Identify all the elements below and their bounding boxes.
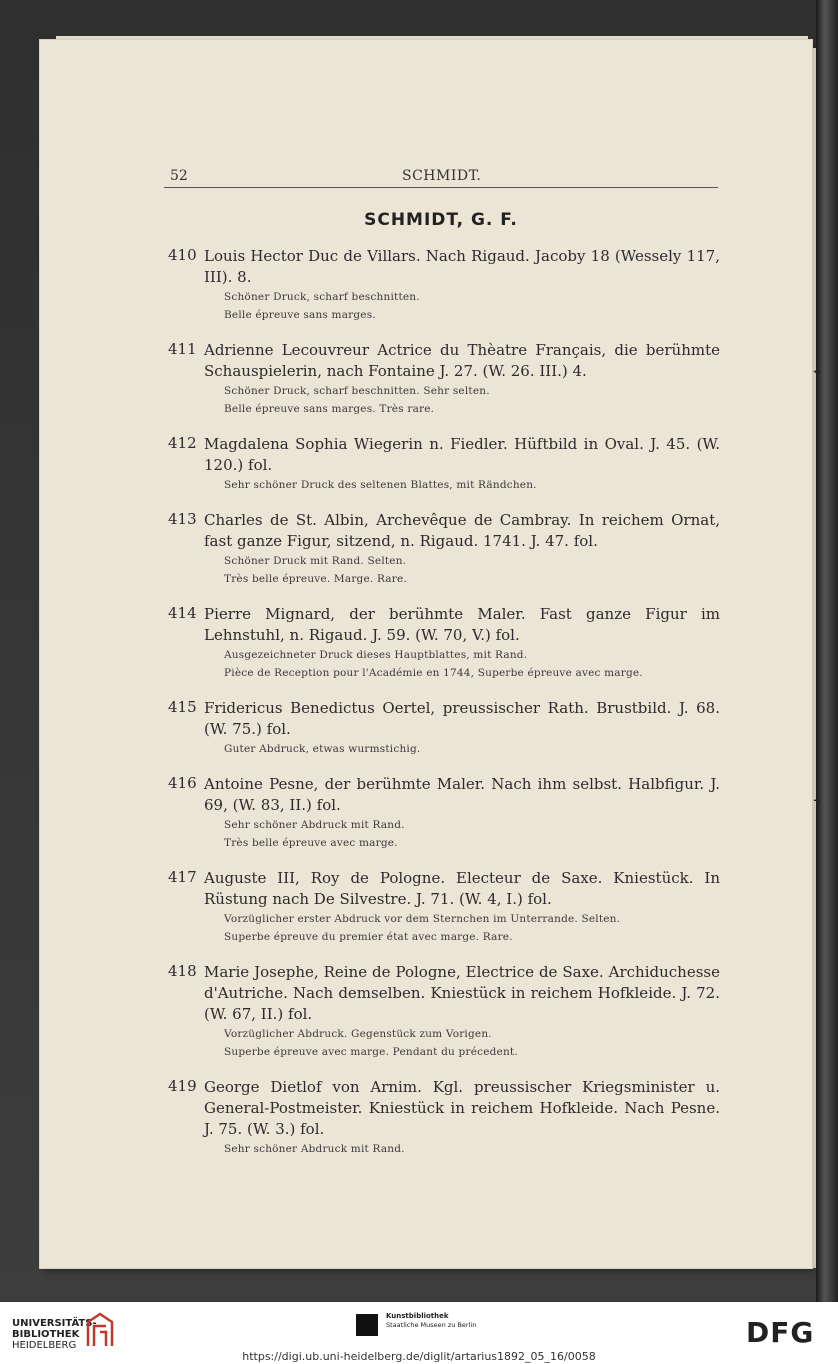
entry-number: 414 [168, 604, 197, 622]
ub-seal-icon [84, 1310, 116, 1352]
catalog-entry [168, 1077, 720, 1158]
catalog-entry [168, 246, 720, 324]
entry-number: 417 [168, 868, 197, 886]
entry-text: Auguste III, Roy de Pologne. Electeur de Saxe. Kniestück. In Rüstung nach De Silvestre. J. 71. (W. 4, I.) fol. [204, 869, 720, 908]
entry-note: Pièce de Reception pour l'Académie en 1744, Superbe épreuve avec marge. [224, 667, 643, 679]
entry-number: 415 [168, 698, 197, 716]
binding-mark: ✦ [811, 365, 823, 379]
catalog-entry [168, 698, 720, 758]
entry-note: Superbe épreuve avec marge. Pendant du précedent. [224, 1046, 518, 1058]
entry-text: Fridericus Benedictus Oertel, preussischer Rath. Brustbild. J. 68. (W. 75.) fol. [204, 699, 720, 738]
entry-note: Guter Abdruck, etwas wurmstichig. [224, 743, 421, 755]
kunstbibliothek-logo[interactable] [358, 1312, 476, 1330]
entry-text: Adrienne Lecouvreur Actrice du Thèatre Français, die berühmte Schauspielerin, nach Fontaine J. 27. (W. 26. III.) 4. [204, 341, 720, 380]
catalog-entry [168, 604, 720, 682]
entry-text: Louis Hector Duc de Villars. Nach Rigaud. Jacoby 18 (Wessely 117, III). 8. [204, 247, 720, 286]
entry-text: Pierre Mignard, der berühmte Maler. Fast ganze Figur im Lehnstuhl, n. Rigaud. J. 59. (W. 70, V.) fol. [204, 605, 720, 644]
entry-text: George Dietlof von Arnim. Kgl. preussischer Kriegsminister u. General-Postmeister. Kniestück in reichem Hofkleide. Nach Pesne. J. 75. (W. 3.) fol. [204, 1078, 720, 1138]
entry-number: 418 [168, 962, 197, 980]
entry-number: 413 [168, 510, 197, 528]
catalog-entry [168, 868, 720, 946]
binding-mark: ✝ [811, 795, 823, 809]
page-header [164, 164, 718, 186]
catalog-entries [168, 246, 720, 1158]
section-title: SCHMIDT, G. F. [364, 210, 518, 230]
entry-note: Sehr schöner Abdruck mit Rand. [224, 819, 405, 831]
entry-note: Superbe épreuve du premier état avec marge. Rare. [224, 931, 513, 943]
entry-text: Magdalena Sophia Wiegerin n. Fiedler. Hüftbild in Oval. J. 45. (W. 120.) fol. [204, 435, 720, 474]
entry-number: 410 [168, 246, 197, 264]
entry-number: 416 [168, 774, 197, 792]
entry-note: Sehr schöner Abdruck mit Rand. [224, 1143, 405, 1155]
catalog-entry [168, 774, 720, 852]
running-head: SCHMIDT. [402, 168, 482, 184]
entry-note: Très belle épreuve avec marge. [224, 837, 398, 849]
entry-number: 412 [168, 434, 197, 452]
entry-note: Schöner Druck mit Rand. Selten. [224, 555, 407, 567]
ub-logo-line: BIBLIOTHEK [12, 1329, 80, 1340]
header-rule [164, 187, 718, 188]
entry-text: Marie Josephe, Reine de Pologne, Electrice de Saxe. Archiduchesse d'Autriche. Nach demselben. Kniestück in reichem Hofkleide. J. 72. (W. 67, II.) fol. [204, 963, 720, 1023]
entry-text: Charles de St. Albin, Archevêque de Cambray. In reichem Ornat, fast ganze Figur, sitzend, n. Rigaud. 1741. J. 47. fol. [204, 511, 720, 550]
kunstbibliothek-icon [356, 1314, 378, 1336]
entry-number: 411 [168, 340, 197, 358]
entry-note: Vorzüglicher erster Abdruck vor dem Sternchen im Unterrande. Selten. [224, 913, 621, 925]
viewer-footer [0, 1302, 838, 1364]
page-number: 52 [170, 168, 188, 184]
kb-logo-line: Kunstbibliothek [386, 1312, 449, 1320]
entry-note: Très belle épreuve. Marge. Rare. [224, 573, 407, 585]
entry-number: 419 [168, 1077, 197, 1095]
entry-note: Schöner Druck, scharf beschnitten. Sehr selten. [224, 385, 490, 397]
kb-logo-line: Staatliche Museen zu Berlin [386, 1321, 477, 1329]
entry-text: Antoine Pesne, der berühmte Maler. Nach ihm selbst. Halbfigur. J. 69, (W. 83, II.) fol. [204, 775, 720, 814]
entry-note: Belle épreuve sans marges. Très rare. [224, 403, 435, 415]
catalog-entry [168, 340, 720, 418]
entry-note: Ausgezeichneter Druck dieses Hauptblattes, mit Rand. [224, 649, 528, 661]
dfg-logo[interactable]: DFG [746, 1316, 815, 1349]
catalog-entry [168, 434, 720, 494]
entry-note: Sehr schöner Druck des seltenen Blattes, mit Rändchen. [224, 479, 537, 491]
book-binding [816, 0, 838, 1302]
permalink-url[interactable]: https://digi.ub.uni-heidelberg.de/diglit/artarius1892_05_16/0058 [242, 1350, 596, 1363]
entry-note: Belle épreuve sans marges. [224, 309, 376, 321]
entry-note: Schöner Druck, scharf beschnitten. [224, 291, 420, 303]
entry-note: Vorzüglicher Abdruck. Gegenstück zum Vorigen. [224, 1028, 492, 1040]
ub-logo-line: UNIVERSITÄTS- [12, 1318, 97, 1329]
ub-logo-line: HEIDELBERG [12, 1340, 77, 1351]
catalog-entry [168, 510, 720, 588]
catalog-entry [168, 962, 720, 1061]
